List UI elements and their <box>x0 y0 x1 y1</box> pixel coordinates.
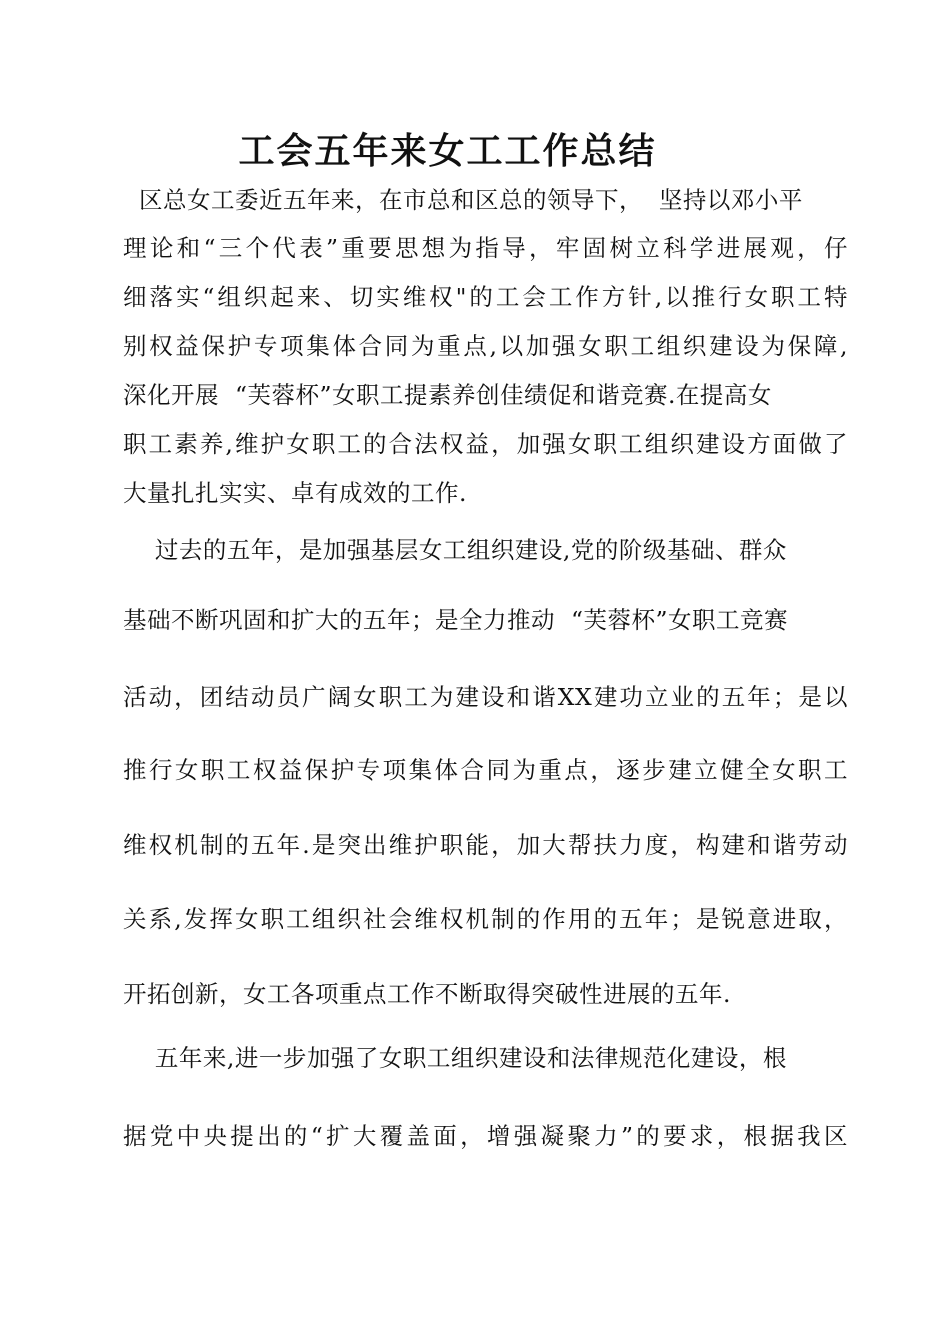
paragraph-1-line-4: 别权益保护专项集体合同为重点,以加强女职工组织建设为保障, <box>123 332 848 360</box>
paragraph-2-line-3: 活动，团结动员广阔女职工为建设和谐XX建功立业的五年；是以 <box>123 683 848 711</box>
paragraph-3-line-1: 五年来,进一步加强了女职工组织建设和法律规范化建设，根 <box>123 1044 787 1072</box>
paragraph-2-line-5: 维权机制的五年.是突出维护职能，加大帮扶力度，构建和谐劳动 <box>123 831 848 859</box>
paragraph-1-line-3: 细落实“组织起来、切实维权"的工会工作方针,以推行女职工特 <box>123 283 848 311</box>
document-title: 工会五年来女工工作总结 <box>238 130 657 172</box>
paragraph-3-line-2: 据党中央提出的“扩大覆盖面，增强凝聚力”的要求，根据我区 <box>123 1122 848 1150</box>
paragraph-1-line-6: 职工素养,维护女职工的合法权益，加强女职工组织建设方面做了 <box>123 430 848 458</box>
paragraph-1-line-1: 区总女工委近五年来，在市总和区总的领导下， 坚持以邓小平 <box>123 186 803 214</box>
paragraph-2-line-4: 推行女职工权益保护专项集体合同为重点，逐步建立健全女职工 <box>123 756 848 784</box>
paragraph-1-line-2: 理论和“三个代表”重要思想为指导，牢固树立科学进展观，仔 <box>123 234 848 262</box>
paragraph-2-line-1: 过去的五年，是加强基层女工组织建设,党的阶级基础、群众 <box>123 536 787 564</box>
paragraph-1-line-7: 大量扎扎实实、卓有成效的工作. <box>123 479 467 507</box>
paragraph-2-line-2: 基础不断巩固和扩大的五年；是全力推动 “芙蓉杯”女职工竞赛 <box>123 606 788 634</box>
paragraph-1-line-5: 深化开展 “芙蓉杯”女职工提素养创佳绩促和谐竞赛.在提高女 <box>123 381 772 409</box>
paragraph-2-line-6: 关系,发挥女职工组织社会维权机制的作用的五年；是锐意进取， <box>123 905 848 933</box>
paragraph-2-line-7: 开拓创新，女工各项重点工作不断取得突破性进展的五年. <box>123 980 731 1008</box>
